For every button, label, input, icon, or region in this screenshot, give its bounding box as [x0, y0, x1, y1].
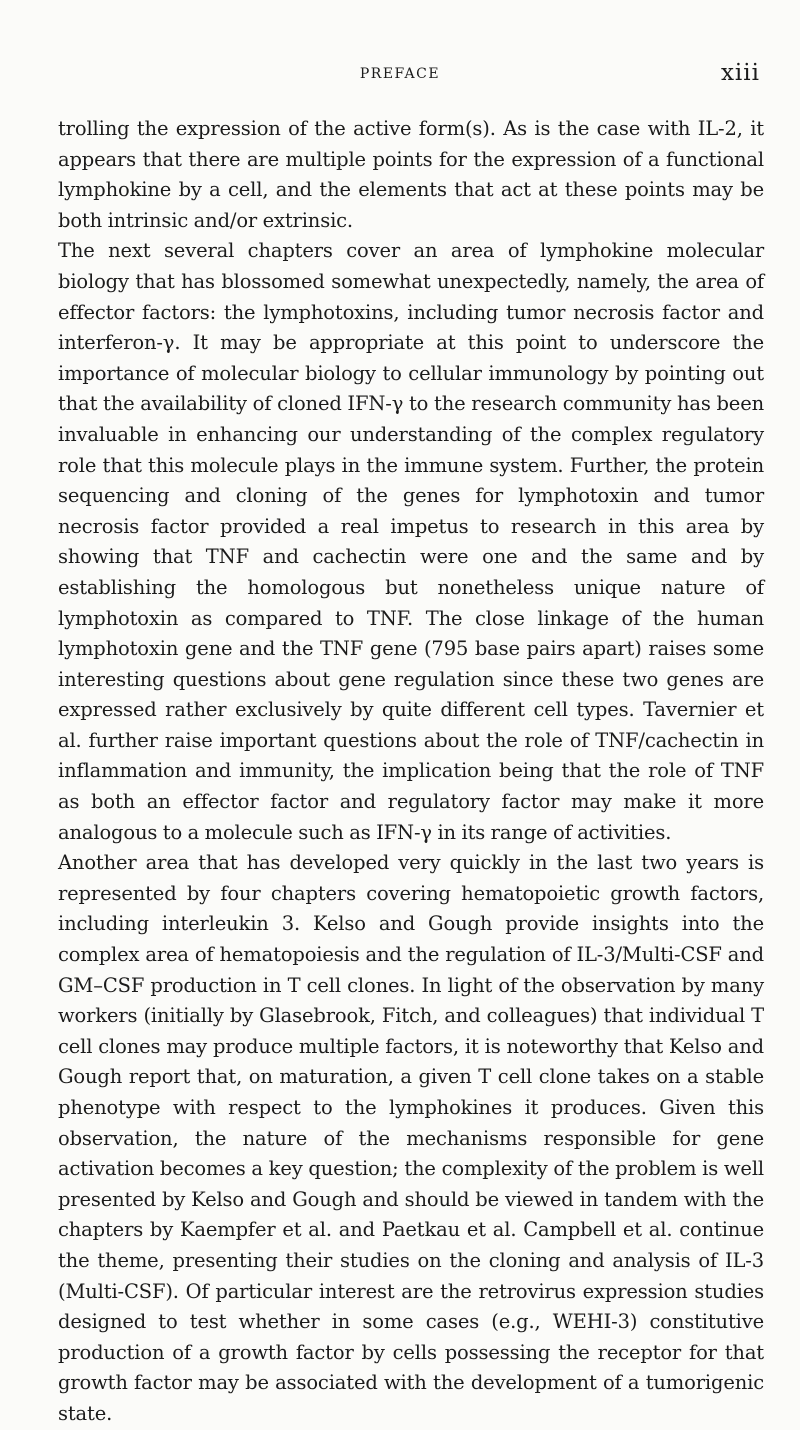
page-number: xiii	[720, 60, 760, 86]
paragraph-3: Another area that has developed very quickly in the last two years is represented by four chapters covering hematopoietic growth factors, including interleukin 3. Kelso and Gough provide insights into the complex area of hematopoiesis and the regulation of IL-3/Multi-CSF and GM–CSF production in T cell clones. In light of the observation by many workers (initially by Glasebrook, Fitch, and colleagues) that individual T cell clones may produce multiple factors, it is noteworthy that Kelso and Gough report that, on maturation, a given T cell clone takes on a stable phenotype with respect to the lymphokines it produces. Given this observation, the nature of the mechanisms responsible for gene activation becomes a key question; the complexity of the problem is well presented by Kelso and Gough and should be viewed in tandem with the chapters by Kaempfer et al. and Paetkau et al. Campbell et al. continue the theme, presenting their studies on the cloning and analysis of IL-3 (Multi-CSF). Of particular interest are the retrovirus expression studies designed to test whether in some cases (e.g., WEHI-3) constitutive production of a growth factor by cells possessing the receptor for that growth factor may be associated with the development of a tumorigenic state.	[58, 851, 764, 1425]
body-text	[58, 114, 764, 1430]
paragraph-2: The next several chapters cover an area of lymphokine molecular biology that has blossomed somewhat unexpectedly, namely, the area of effector factors: the lymphotoxins, including tumor necrosis factor and interferon-γ. It may be appropriate at this point to underscore the importance of molecular biology to cellular immunology by pointing out that the availability of cloned IFN-γ to the research community has been invaluable in enhancing our understanding of the complex regulatory role that this molecule plays in the immune system. Further, the protein sequencing and cloning of the genes for lymphotoxin and tumor necrosis factor provided a real impetus to research in this area by showing that TNF and cachectin were one and the same and by establishing the homologous but nonetheless unique nature of lymphotoxin as compared to TNF. The close linkage of the human lymphotoxin gene and the TNF gene (795 base pairs apart) raises some interesting questions about gene regulation since these two genes are expressed rather exclusively by quite different cell types. Tavernier et al. further raise important questions about the role of TNF/cachectin in inflammation and immunity, the implication being that the role of TNF as both an effector factor and regulatory factor may make it more analogous to a molecule such as IFN-γ in its range of activities.	[58, 239, 764, 844]
page-header	[0, 60, 800, 100]
paragraph-1: trolling the expression of the active form(s). As is the case with IL-2, it appears that there are multiple points for the expression of a functional lymphokine by a cell, and the elements that act at these points may be both intrinsic and/or extrinsic.	[58, 117, 764, 232]
running-head: PREFACE	[359, 66, 441, 82]
